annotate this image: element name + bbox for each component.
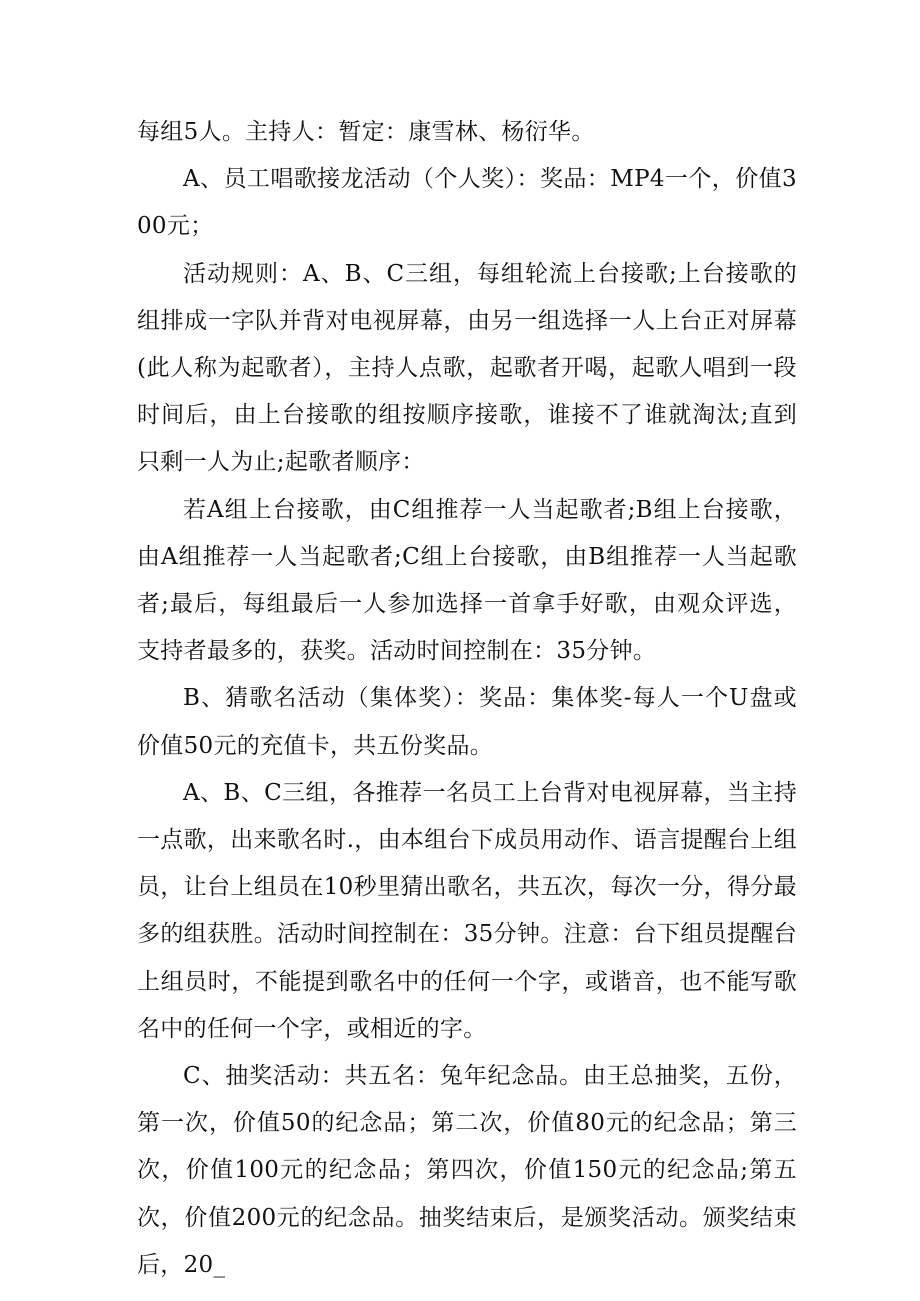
paragraph-group-size: 每组5人。主持人：暂定：康雪林、杨衍华。: [137, 119, 595, 145]
paragraph-song-relay-prize: A、员工唱歌接龙活动（个人奖）：奖品：MP4一个，价值300元；: [137, 166, 797, 240]
paragraph-starter-order: 若A组上台接歌，由C组推荐一人当起歌者;B组上台接歌，由A组推荐一人当起歌者;C组上台接歌，由B组推荐一人当起歌者;最后，每组最后一人参加选择一首拿手好歌，由观众评选，支持者最多的，获奖。活动时间控制在：35分钟。: [137, 496, 797, 665]
paragraph-lottery: C、抽奖活动：共五名：兔年纪念品。由王总抽奖，五份，第一次，价值50的纪念品；第二次，价值80元的纪念品；第三次，价值100元的纪念品；第四次，价值150元的纪念品;第五次，价值200元的纪念品。抽奖结束后，是颁奖活动。颁奖结束后，20_: [137, 1063, 797, 1278]
paragraph-guess-song-prize: B、猜歌名活动（集体奖）：奖品：集体奖-每人一个U盘或价值50元的充值卡，共五份奖品。: [137, 685, 797, 759]
paragraph-guess-song-rules: A、B、C三组，各推荐一名员工上台背对电视屏幕，当主持一点歌，出来歌名时.，由本组台下成员用动作、语言提醒台上组员，让台上组员在10秒里猜出歌名，共五次，每次一分，得分最多的组获胜。活动时间控制在：35分钟。注意：台下组员提醒台上组员时，不能提到歌名中的任何一个字，或谐音，也不能写歌名中的任何一个字，或相近的字。: [137, 779, 798, 1042]
document-body: [137, 109, 797, 1289]
paragraph-song-relay-rules: 活动规则：A、B、C三组，每组轮流上台接歌;上台接歌的组排成一字队并背对电视屏幕，由另一组选择一人上台正对屏幕(此人称为起歌者），主持人点歌，起歌者开喝，起歌人唱到一段时间后，由上台接歌的组按顺序接歌，谁接不了谁就淘汰;直到只剩一人为止;起歌者顺序：: [137, 260, 797, 476]
